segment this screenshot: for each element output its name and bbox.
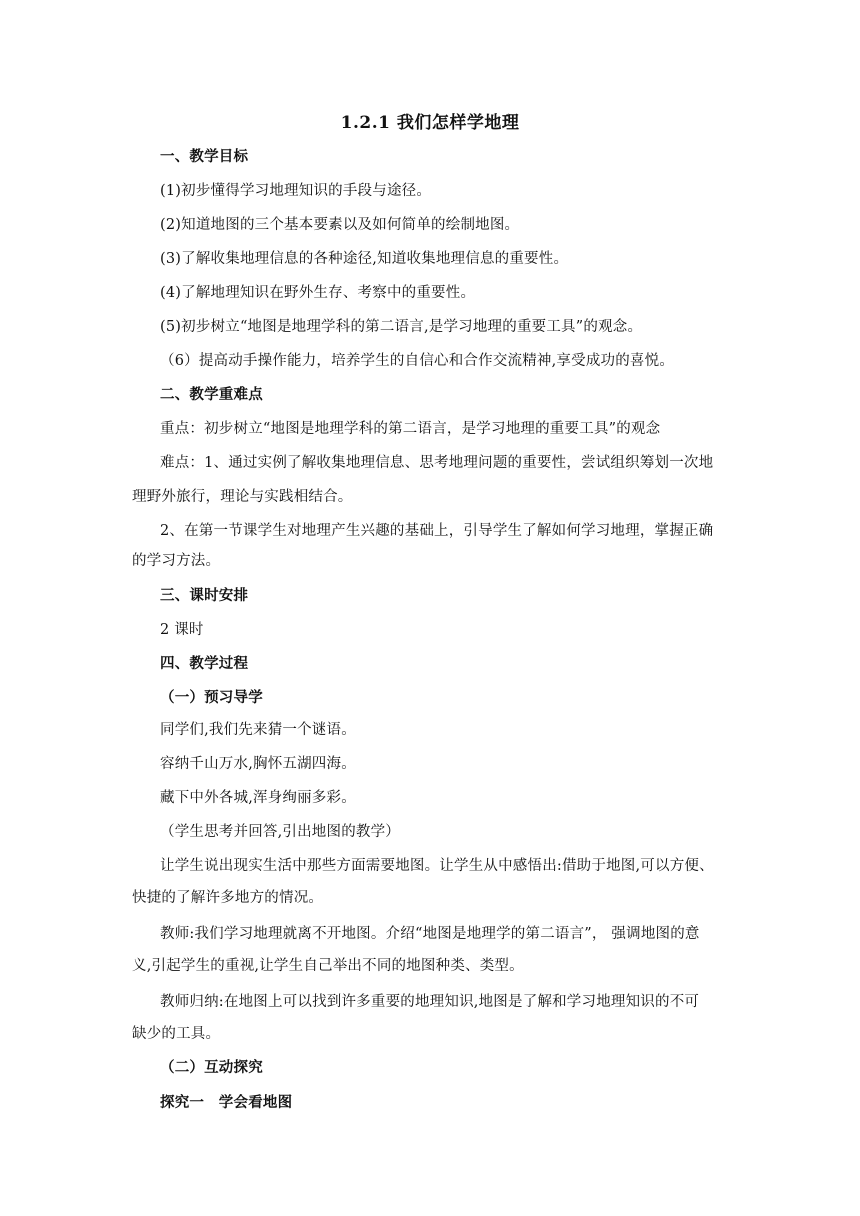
section-heading-schedule: 三、课时安排 [160, 587, 249, 604]
schedule-text: 2 课时 [160, 622, 204, 638]
objective-item: (5)初步树立“地图是地理学科的第二语言,是学习地理的重要工具”的观念。 [160, 319, 643, 335]
paragraph-text: 容纳千山万水,胸怀五湖四海。 [160, 756, 356, 772]
difficult-point-text: 理野外旅行，理论与实践相结合。 [132, 489, 353, 505]
subsection-heading-interactive: （二）互动探究 [160, 1059, 263, 1076]
paragraph-text: 义,引起学生的重视,让学生自己举出不同的地图种类、类型。 [132, 958, 524, 974]
objective-item: (3)了解收集地理信息的各种途径,知道收集地理信息的重要性。 [160, 251, 569, 267]
section-heading-objectives: 一、教学目标 [160, 148, 249, 165]
key-point-text: 重点：初步树立“地图是地理学科的第二语言，是学习地理的重要工具”的观念 [160, 421, 661, 437]
paragraph-text: 藏下中外各城,浑身绚丽多彩。 [160, 790, 356, 806]
objective-item: （6）提高动手操作能力，培养学生的自信心和合作交流精神,享受成功的喜悦。 [160, 353, 675, 369]
paragraph-text: 教师归纳:在地图上可以找到许多重要的地理知识,地图是了解和学习地理知识的不可 [160, 994, 700, 1010]
difficult-point-text: 的学习方法。 [132, 553, 221, 569]
paragraph-text: 缺少的工具。 [132, 1026, 221, 1042]
paragraph-text: 让学生说出现实生活中那些方面需要地图。让学生从中感悟出:借助于地图,可以方便、 [160, 858, 714, 874]
objective-item: (4)了解地理知识在野外生存、考察中的重要性。 [160, 285, 476, 301]
document-title: 1.2.1 我们怎样学地理 [340, 113, 520, 133]
objective-item: (2)知道地图的三个基本要素以及如何简单的绘制地图。 [160, 217, 520, 233]
section-heading-process: 四、教学过程 [160, 655, 249, 672]
paragraph-text: 教师:我们学习地理就离不开地图。介绍“地图是地理学的第二语言”， 强调地图的意 [160, 926, 700, 942]
paragraph-text: （学生思考并回答,引出地图的教学） [160, 824, 401, 840]
section-heading-key-points: 二、教学重难点 [160, 386, 263, 403]
objective-item: (1)初步懂得学习地理知识的手段与途径。 [160, 183, 432, 199]
difficult-point-text: 2、在第一节课学生对地理产生兴趣的基础上，引导学生了解如何学习地理，掌握正确 [160, 523, 714, 539]
difficult-point-text: 难点：1、通过实例了解收集地理信息、思考地理问题的重要性，尝试组织筹划一次地 [160, 455, 714, 471]
paragraph-text: 同学们,我们先来猜一个谜语。 [160, 722, 356, 738]
subsection-heading-preview: （一）预习导学 [160, 689, 263, 706]
exploration-heading: 探究一 学会看地图 [160, 1094, 293, 1111]
paragraph-text: 快捷的了解许多地方的情况。 [132, 890, 324, 906]
